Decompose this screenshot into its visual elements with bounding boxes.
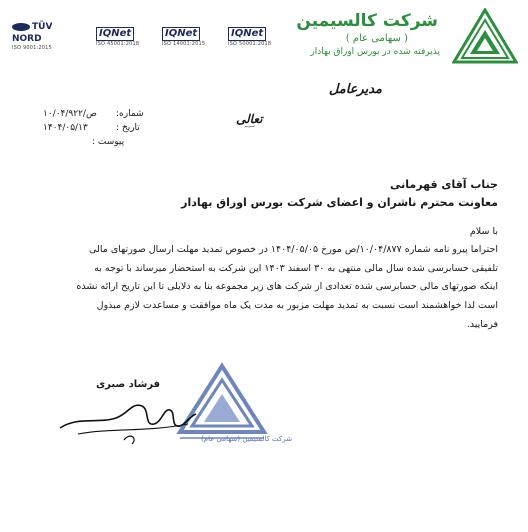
sender-position-title: مدیرعامل bbox=[328, 82, 382, 97]
body-line: فرمایید. bbox=[466, 319, 498, 330]
cert-code: ISO 50001:2018 bbox=[228, 41, 272, 47]
iqnet-logo: IQNet bbox=[228, 27, 266, 41]
seal-caption: شرکت کالسیمین (سهامی عام) bbox=[201, 435, 292, 443]
handwritten-signature-icon bbox=[58, 388, 198, 448]
tuv-nord-certification bbox=[12, 21, 70, 49]
body-line: اینکه صورتهای مالی حسابرسی شده تعدادی از شرکت های زیر مجموعه بنا به دلایلی تا این تاریخ ارائه نشده bbox=[76, 281, 498, 292]
letter-number-label: شماره: bbox=[116, 109, 144, 119]
signer-name: فرشاد صبری bbox=[96, 379, 161, 390]
company-tagline: پذیرفته شده در بورس اوراق بهادار bbox=[310, 47, 440, 57]
tuv-nord-logo bbox=[12, 21, 70, 45]
letter-date-label: تاریخ : bbox=[116, 123, 140, 133]
heading-underline-icon bbox=[232, 124, 268, 134]
addressee-title: معاونت محترم ناشران و اعضای شرکت بورس اوراق بهادار bbox=[181, 196, 498, 209]
addressee-name: جناب آقای قهرمانی bbox=[390, 178, 498, 191]
greeting: با سلام bbox=[469, 226, 498, 237]
company-name: شرکت کالسیمین bbox=[296, 11, 438, 31]
cert-code: ISO 45001:2018 bbox=[96, 41, 140, 47]
body-line: احتراما پیرو نامه شماره ۱۰/۰۴/۸۷۷/ص مورخ ۱۴۰۴/۰۵/۰۵ در خصوص تمدید مهلت ارسال صورتهای مالی bbox=[89, 244, 498, 255]
heading-word: تعالی bbox=[236, 112, 263, 126]
iqnet-logo: IQNet bbox=[162, 27, 200, 41]
attachment-label: پیوست : bbox=[92, 137, 125, 147]
cert-code: ISO 14001:2015 bbox=[162, 41, 206, 47]
body-line: تلفیقی حسابرسی شده سال مالی منتهی به ۳۰ اسفند ۱۴۰۳ این شرکت به استحضار میرساند با توجه به bbox=[94, 263, 498, 274]
iqnet-certification-50001 bbox=[228, 21, 278, 49]
iqnet-logo: IQNet bbox=[96, 27, 134, 41]
company-type: ( سهامی عام ) bbox=[345, 33, 408, 44]
iqnet-certification-45001 bbox=[96, 21, 146, 49]
cert-code: ISO 9001:2015 bbox=[12, 45, 52, 51]
company-logo-icon bbox=[452, 8, 518, 64]
body-line: است لذا خواهشمند است نسبت به تمدید مهلت مزبور به مدت یک ماه موافقت و مساعدت لازم مبذول bbox=[96, 300, 498, 311]
cert-name: TÜV NORD bbox=[12, 22, 53, 44]
letterhead bbox=[0, 0, 528, 72]
letter-date-value: ۱۴۰۴/۰۵/۱۳ bbox=[43, 123, 88, 133]
iqnet-certification-14001 bbox=[162, 21, 212, 49]
letter-number-value: ۱۰/۰۴/۹۲۲/ص bbox=[43, 109, 97, 119]
